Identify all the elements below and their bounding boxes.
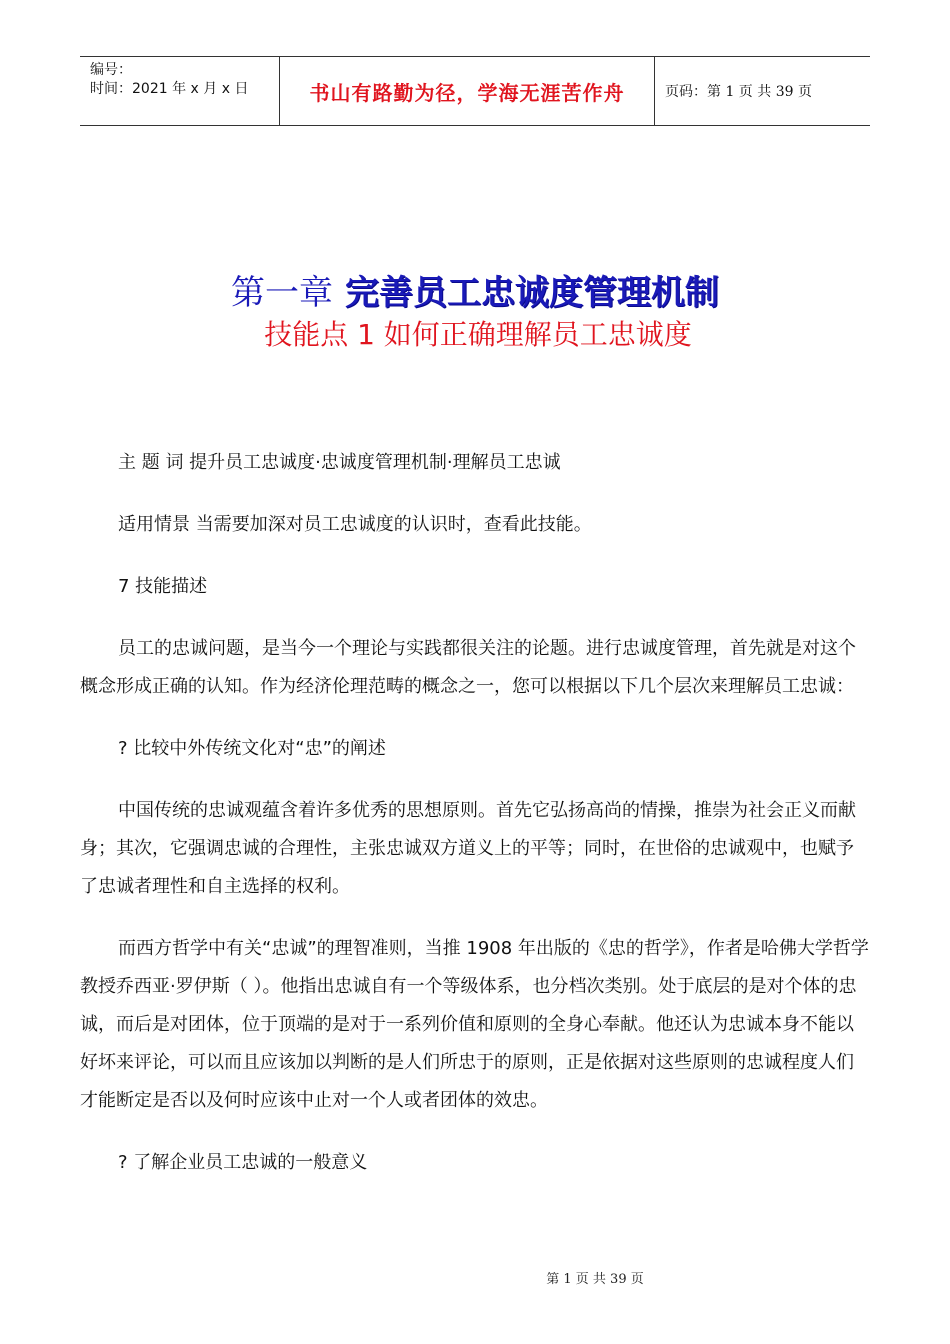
header-page-info: 页码：第 1 页 共 39 页 [665,84,812,100]
body-paragraph: 中国传统的忠诚观蕴含着许多优秀的思想原则。首先它弘扬高尚的情操，推崇为社会正义而献身；其次，它强调忠诚的合理性，主张忠诚双方道义上的平等；同时，在世俗的忠诚观中，也赋予了忠诚者理性和自主选择的权利。 [80,800,856,897]
body-paragraph: 员工的忠诚问题，是当今一个理论与实践都很关注的论题。进行忠诚度管理，首先就是对这个概念形成正确的认知。作为经济伦理范畴的概念之一，您可以根据以下几个层次来理解员工忠诚： [80,638,856,697]
page-header [80,56,870,126]
keywords-paragraph: 主 题 词 提升员工忠诚度·忠诚度管理机制·理解员工忠诚 [118,452,561,473]
scenario-paragraph: 适用情景 当需要加深对员工忠诚度的认识时，查看此技能。 [118,514,592,535]
skill-description-heading: 7 技能描述 [118,576,208,597]
section-bullet-heading: ? 了解企业员工忠诚的一般意义 [118,1152,368,1173]
page-footer: 第 1 页 共 39 页 [546,1272,644,1287]
title-block [0,268,950,352]
document-number-label: 编号： [90,62,132,78]
header-motto: 书山有路勤为径，学海无涯苦作舟 [280,57,655,125]
document-body [80,444,870,1206]
header-meta [80,57,280,125]
chapter-name: 完善员工忠诚度管理机制 [345,273,719,313]
section-bullet-heading: ? 比较中外传统文化对“忠”的阐述 [118,738,386,759]
document-time-label: 时间：2021 年 x 月 x 日 [90,81,249,97]
chapter-title [0,268,950,318]
body-paragraph: 而西方哲学中有关“忠诚”的理智准则，当推 1908 年出版的《忠的哲学》，作者是哈佛大学哲学教授乔西亚·罗伊斯（ ）。他指出忠诚自有一个等级体系，也分档次类别。处于底层的是对个体的忠诚，而后是对团体，位于顶端的是对于一系列价值和原则的全身心奉献。他还认为忠诚本身不能以好坏来评论，可以而且应该加以判断的是人们所忠于的原则，正是依据对这些原则的忠诚程度人们才能断定是否以及何时应该中止对一个人或者团体的效忠。 [80,938,869,1111]
chapter-subtitle: 技能点 1 如何正确理解员工忠诚度 [264,318,692,351]
chapter-number: 第一章 [231,273,333,313]
